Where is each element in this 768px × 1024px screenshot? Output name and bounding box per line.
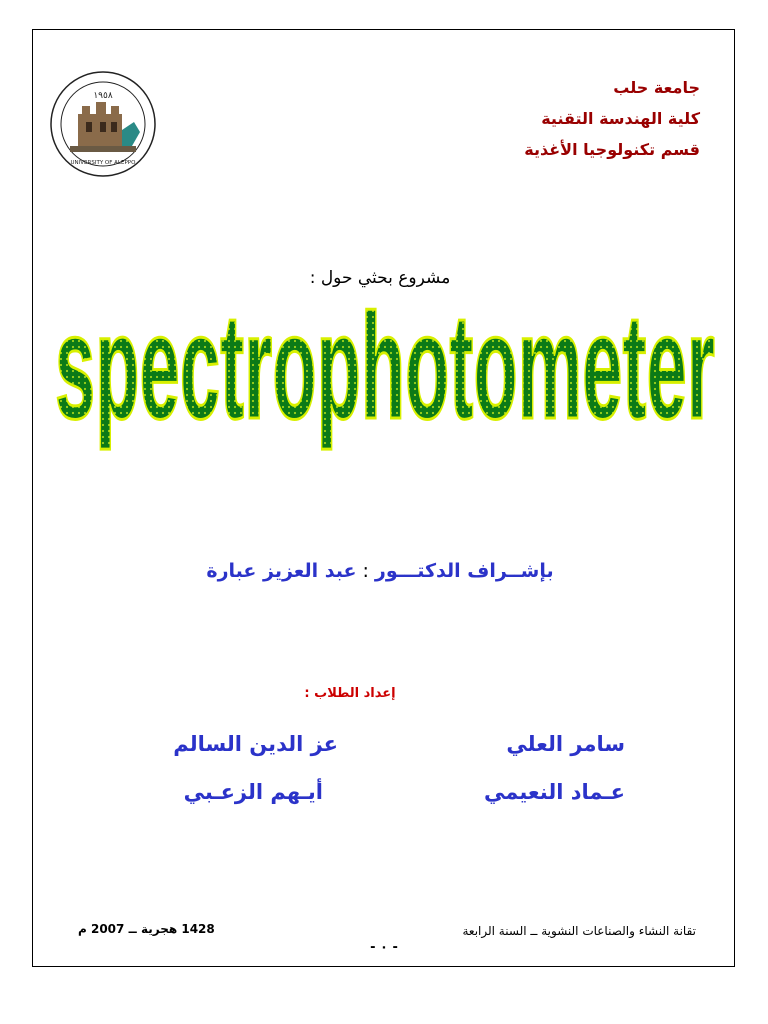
seal-bottom-text: UNIVERSITY OF ALEPPO [70, 160, 136, 166]
document-title [40, 290, 730, 490]
student-name: عـماد النعيمي [484, 780, 625, 804]
faculty-name: كلية الهندسة التقنية [541, 109, 700, 128]
university-name: جامعة حلب [613, 78, 700, 97]
page-number: - ٠ - [370, 940, 398, 955]
supervisor-name: عبد العزيز عبارة [206, 560, 357, 582]
student-name: عز الدين السالم [173, 732, 338, 756]
footer-course: تقانة النشاء والصناعات النشوية ــ السنة الرابعة [462, 924, 696, 938]
supervisor-line [150, 560, 610, 582]
department-name: قسم تكنولوجيا الأغذية [524, 140, 700, 159]
university-seal-icon [48, 66, 158, 182]
student-name: أيـهم الزعـبي [183, 780, 323, 804]
supervisor-colon: : [362, 560, 369, 582]
project-label: مشروع بحثي حول : [309, 268, 451, 288]
student-name: سامر العلي [506, 732, 625, 756]
supervisor-prefix: بإشــراف الدكتـــور [374, 560, 554, 582]
title-text: spectrophotometer [55, 290, 715, 450]
students-label: إعداد الطلاب : [304, 686, 396, 701]
footer-date: 1428 هجرية ــ 2007 م [78, 922, 215, 936]
university-header [420, 72, 700, 165]
seal-year: ١٩٥٨ [93, 91, 113, 101]
